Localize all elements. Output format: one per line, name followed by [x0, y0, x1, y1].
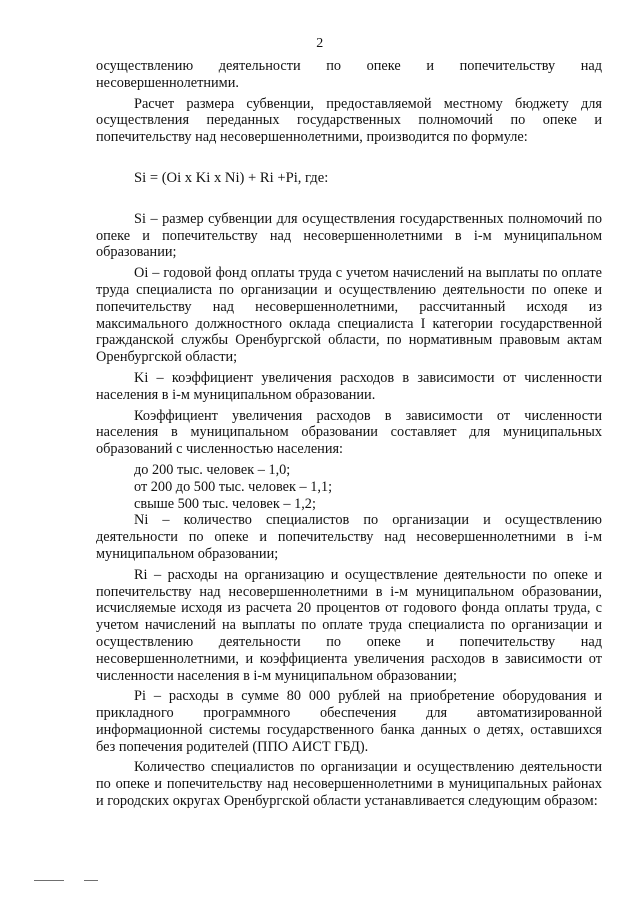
formula: Si = (Oi x Ki x Ni) + Ri +Pi, где:: [134, 169, 329, 186]
definition-si: Si – размер субвенции для осуществления государственных полномочий по опеке и попечительству над несовершеннолетними в i-м муниципальном образовании;: [96, 210, 602, 261]
scan-artifact: [84, 880, 98, 881]
definition-pi: Pi – расходы в сумме 80 000 рублей на приобретение оборудования и прикладного программного обеспечения для автоматизированной информационной системы государственного банка данных о детях, оставшихся без попечения родителей (ППО АИСТ ГБД).: [96, 688, 602, 755]
list-item: от 200 до 500 тыс. человек – 1,1;: [134, 478, 333, 495]
definition-ni: Ni – количество специалистов по организации и осуществлению деятельности по опеке и попечительству над несовершеннолетними в i-м муниципальном образовании;: [96, 512, 602, 562]
page-number: 2: [316, 36, 324, 51]
paragraph-specialists-count: Количество специалистов по организации и осуществлению деятельности по опеке и попечительству над несовершеннолетними в муниципальных районах и городских округах Оренбургской области устанавливается следующим образом:: [96, 759, 602, 810]
scan-artifact: [34, 880, 64, 881]
definition-ri: Ri – расходы на организацию и осуществление деятельности по опеке и попечительству над несовершеннолетними в i-м муниципальном образовании, исчисляемые исходя из расчета 20 процентов от годового фонда оплаты труда, с учетом начислений на выплаты по оплате труда специалиста по организации и осуществлению деятельности по опеке и попечительству над несовершеннолетними, и коэффициента увеличения расходов в зависимости от численности населения в i-м муниципальном образовании;: [96, 566, 602, 684]
paragraph-coefficient: Коэффициент увеличения расходов в зависимости от численности населения в муниципальном образовании составляет для муниципальных образований с численностью населения:: [96, 407, 602, 458]
definition-ki: Ki – коэффициент увеличения расходов в зависимости от численности населения в i-м муниципальном образовании.: [96, 369, 602, 403]
list-item: до 200 тыс. человек – 1,0;: [134, 461, 291, 478]
coefficient-list: [96, 462, 602, 512]
list-item: свыше 500 тыс. человек – 1,2;: [134, 495, 316, 512]
document-body: [96, 58, 602, 814]
paragraph-continuation: осуществлению деятельности по опеке и попечительству над несовершеннолетними.: [96, 58, 602, 91]
paragraph-subvention-calculation: Расчет размера субвенции, предоставляемой местному бюджету для осуществления переданных государственных полномочий по опеке и попечительству над несовершеннолетними, производится по формуле:: [96, 95, 602, 146]
definition-oi: Oi – годовой фонд оплаты труда с учетом начислений на выплаты по оплате труда специалиста по организации и осуществлению деятельности по опеке и попечительству над несовершеннолетними, рассчитанный исходя из максимального должностного оклада специалиста I категории государственной гражданской службы Оренбургской области, по нормативным правовым актам Оренбургской области;: [96, 265, 602, 366]
